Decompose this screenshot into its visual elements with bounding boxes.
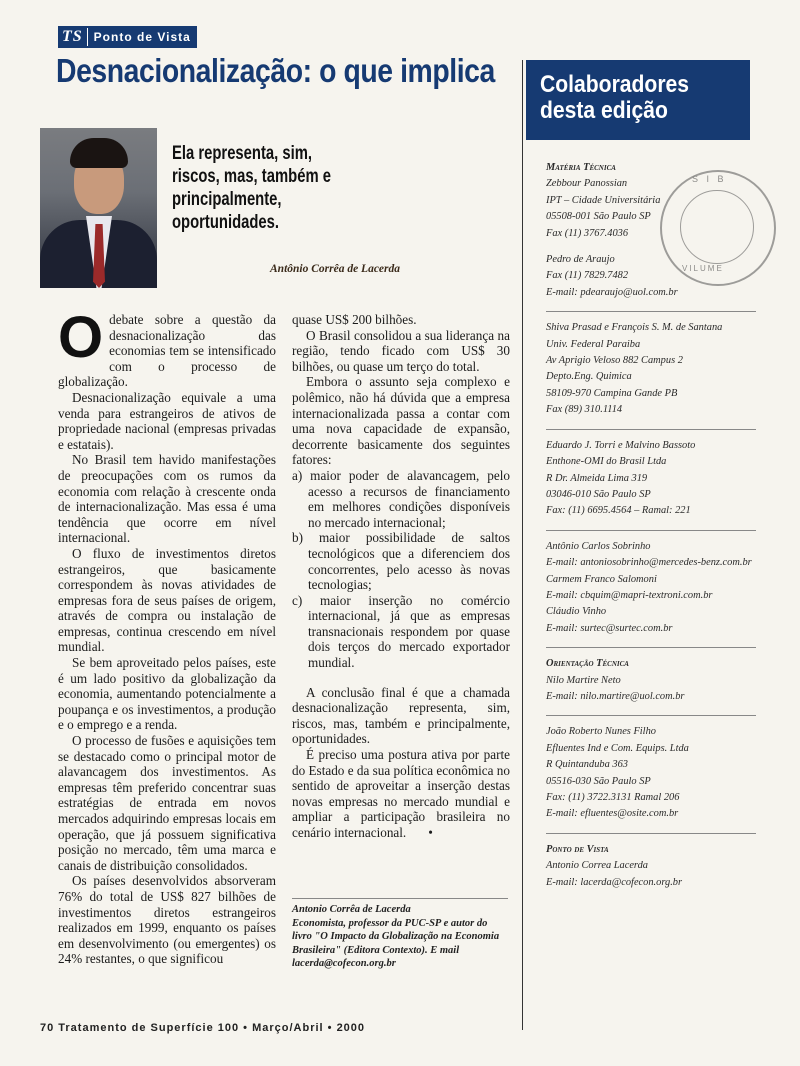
page-footer: 70 Tratamento de Superfície 100 • Março/Abril • 2000 [40, 1022, 366, 1034]
column-divider [522, 60, 523, 1030]
contributors-header: Colaboradores desta edição [526, 60, 750, 140]
ts-logo-icon: TS [62, 28, 88, 46]
paragraph: No Brasil tem havido manifestações de preocupações com os rumos da economia com relação à crescente onda de internacionalização. Mas essa é uma tendência que ocorre em nível internacional. [58, 452, 276, 546]
contributor-block: Shiva Prasad e François S. M. de Santana Univ. Federal Paraiba Av Aprigio Veloso 882 Campus 2 Depto.Eng. Quimica 58109-970 Campina Gande PB Fax (89) 310.1114 [546, 322, 723, 416]
author-photo [40, 128, 157, 288]
paragraph: O fluxo de investimentos diretos estrangeiros, que basicamente correspondem às novas atividades de empresas fora de seus países de origem, através de compra ou instalação de empresas, continua crescendo em nível mundial. [58, 545, 276, 655]
paragraph: É preciso uma postura ativa por parte do Estado e da sua política econômica no sentido de aproveitar a inserção destas novas empresas no mercado mundial e ampliar a participação brasileira no cenário internacional. • [292, 747, 510, 840]
paragraph: Desnacionalização equivale a uma venda para estrangeiros de ativos de propriedade nacional (empresas privadas e estatais). [58, 389, 276, 452]
article-column-1 [58, 305, 276, 967]
paragraph: Os países desenvolvidos absorveram 76% do total de US$ 827 bilhões de investimentos diretos estrangeiros realizados em 1999, enquanto os países em desenvolvimento (ou emergentes) os 24% restantes, o que significou [58, 873, 276, 967]
paragraph: Embora o assunto seja complexo e polêmico, não há dúvida que a empresa internacionalizada passa a contar com uma nova capacidade de expansão, decorrente basicamente dos seguintes fatores: [292, 374, 510, 468]
article-column-2 [292, 312, 510, 841]
contributor-block: Ponto de Vista Antonio Correa Lacerda E-mail: lacerda@cofecon.org.br [546, 842, 776, 891]
bio-name: Antonio Corrêa de Lacerda [292, 904, 411, 915]
article-byline: Antônio Corrêa de Lacerda [270, 263, 401, 275]
bio-text: Economista, professor da PUC-SP e autor do livro "O Impacto da Globalização na Economia Brasileira" (Editora Contexto). E mail lacerda@cofecon.org.br [292, 917, 500, 969]
drop-cap: O [58, 305, 104, 370]
list-item: c) maior inserção no comércio internacional, já que as empresas transnacionais respondem por quase dois terços do mercado exportador mundial. [292, 592, 510, 671]
paragraph: O Brasil consolidou a sua liderança na região, tendo ficado com US$ 30 bilhões, ou quase um terço do total. [292, 327, 510, 374]
contributor-block: Eduardo J. Torri e Malvino Bassoto Enthone-OMI do Brasil Ltda R Dr. Almeida Lima 319 03046-010 São Paulo SP Fax: (11) 6695.4564 – Ramal: 221 [546, 439, 696, 517]
paragraph: quase US$ 200 bilhões. [292, 312, 417, 327]
list-item: a) maior poder de alavancagem, pelo acesso a recursos de financiamento em melhores condições disponíveis no mercado internacional; [292, 467, 510, 530]
factor-list [292, 468, 510, 671]
contributors-list [546, 160, 776, 901]
contributor-section-heading: Ponto de Vista [546, 843, 609, 855]
contributor-block: Pedro de Araujo Fax (11) 7829.7482 E-mail: pdearaujo@uol.com.br [546, 254, 678, 298]
paragraph: Odebate sobre a questão da desnacionalização das economias tem se intensificado com o processo de globalização. [58, 305, 276, 390]
paragraph: Se bem aproveitado pelos países, este é um lado positivo da globalização da economia, aumentando potencialmente a poupança e os investimentos, a produção e o emprego e a renda. [58, 655, 276, 733]
end-mark: • [428, 825, 433, 840]
contributor-block: João Roberto Nunes Filho Efluentes Ind e Com. Equips. Ltda R Quintanduba 363 05516-030 São Paulo SP Fax: (11) 3722.3131 Ramal 206 E-mail: efluentes@osite.com.br [546, 726, 689, 820]
contributor-block: Orientação Técnica Nilo Martire Neto E-mail: nilo.martire@uol.com.br [546, 656, 776, 705]
paragraph: O processo de fusões e aquisições tem se destacado como o principal motor de alavancagem dos investimentos. As empresas têm preferido concentrar suas estratégias de entrada em novos mercados adquirindo empresas locais em operação, que já possuem significativa posição no mercado, têm uma marca e canais de distribuição consolidados. [58, 733, 276, 873]
article-lead: Ela representa, sim, riscos, mas, também e principalmente, oportunidades. [172, 143, 331, 233]
contributor-block: Matéria Técnica Zebbour Panossian IPT – Cidade Universitária 05508-001 São Paulo SP Fax (11) 3767.4036 [546, 160, 776, 242]
section-label: Ponto de Vista [93, 30, 191, 44]
contributor-section-heading: Matéria Técnica [546, 162, 616, 173]
postmark-stamp-icon: S I B VILUME [660, 170, 776, 286]
list-item: b) maior possibilidade de saltos tecnológicos que a diferenciem dos concorrentes, pelo acesso às novas tecnologias; [292, 530, 510, 593]
contributor-section-heading: Orientação Técnica [546, 658, 629, 670]
section-badge [58, 26, 197, 48]
author-bio [292, 898, 508, 971]
contributor-block: Antônio Carlos Sobrinho E-mail: antoniosobrinho@mercedes-benz.com.br Carmem Franco Salomoni E-mail: cbquim@mapri-textroni.com.br Cláudio Vinho E-mail: surtec@surtec.com.br [546, 540, 752, 634]
article-title: Desnacionalização: o que implica [56, 52, 495, 89]
paragraph: A conclusão final é que a chamada desnacionalização representa, sim, riscos, mas, também e principalmente, oportunidades. [292, 684, 510, 747]
